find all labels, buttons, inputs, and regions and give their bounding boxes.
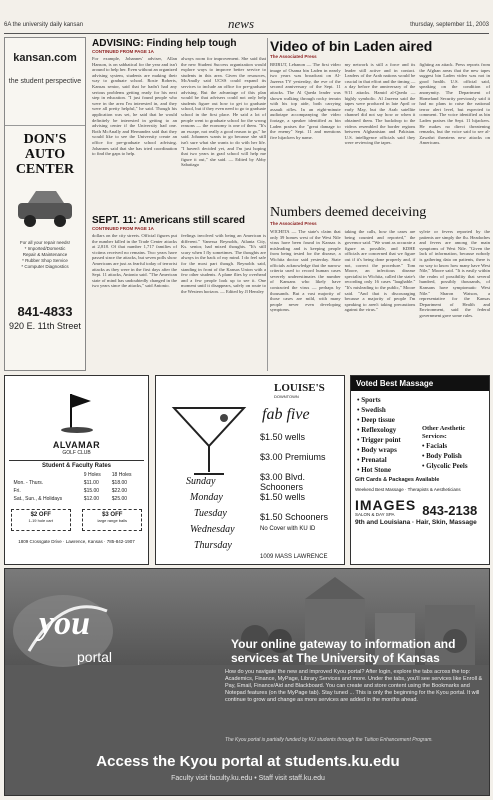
numbers-article	[270, 205, 490, 319]
golf-rates-title: Student & Faculty Rates	[9, 460, 144, 469]
martini-glass-icon	[164, 402, 254, 482]
images-phone: 843-2138	[422, 503, 478, 518]
advising-kicker: CONTINUED FROM PAGE 1A	[92, 49, 154, 54]
portal-faculty-staff-links[interactable]: Faculty visit faculty.ku.edu • Staff visit staff.ku.edu	[171, 775, 325, 782]
list-item: • Swedish	[357, 406, 386, 414]
louise-subtitle: DOWNTOWN	[274, 394, 299, 399]
drink-deal: $1.50 wells	[260, 432, 306, 442]
golf-coupon[interactable]: $2 OFF 1-19 hole cart	[11, 509, 71, 531]
list-item: • Reflexology	[357, 426, 397, 434]
dons-phone: 841-4833	[17, 304, 73, 319]
day-label: Tuesday	[194, 508, 227, 519]
portal-logo-sub: portal	[77, 649, 113, 665]
drink-deal: $3.00 Blvd. Schooners	[260, 472, 306, 492]
portal-logo-word: you	[39, 605, 90, 642]
golf-coupon[interactable]: $3 OFF large range balls	[82, 509, 142, 531]
dons-service: * Computer Diagnostics	[21, 264, 69, 269]
services-list	[351, 391, 489, 475]
header-rule	[4, 33, 489, 34]
fab-five-title: fab five	[262, 406, 310, 423]
bin-laden-byline: The Associated Press	[270, 54, 317, 59]
bin-laden-article	[270, 38, 490, 146]
images-logo: IMAGES	[355, 497, 417, 513]
left-ad-column	[4, 37, 86, 371]
louise-name: LOUISE'S	[274, 382, 325, 394]
list-item: • Sports	[357, 396, 381, 404]
sept11-headline: SEPT. 11: Americans still scared	[92, 215, 246, 226]
aesthetic-heading: Other Aesthetic Services:	[421, 425, 466, 440]
day-label: Thursday	[194, 540, 232, 551]
table-row: Sat., Sun., & Holidays $12.00 $25.00	[13, 496, 128, 502]
portal-body: How do you navigate the new and improved Kyou portal? After login, explore the tabs across the top: Academics, Finance, MyPage, Library Services and more. Under the tabs, you'll see services like Enroll & Pay, Email, Finance/Aid and Blackboard. You can create and store content using the Bookmarks and Notepad features (on the MyPage tab). Stay tuned ... This is only the beginning for the Kyou portal. It will continue to grow and change as more services are added in the months ahead.	[225, 669, 483, 703]
ad-row	[4, 375, 490, 565]
list-item: • Body Polish	[421, 452, 462, 460]
list-item: • Trigger point	[357, 436, 401, 444]
list-item: • Prenatal	[357, 456, 387, 464]
list-item: • Body wraps	[357, 446, 397, 454]
section-name: news	[228, 16, 254, 31]
drink-deal: $1.50 wells	[260, 492, 306, 502]
aesthetic-services	[422, 395, 485, 475]
dons-services-list	[9, 240, 81, 270]
golf-logo: ALVAMAR	[52, 440, 101, 450]
images-tagline: 9th and Louisiana · Hair, Skin, Massage	[355, 519, 477, 526]
images-brand	[351, 498, 489, 517]
list-item: • Glycolic Peels	[421, 462, 468, 470]
sept11-kicker: CONTINUED FROM PAGE 1A	[92, 226, 154, 231]
golf-rates-table	[12, 471, 142, 503]
dons-service: * Rubber Shop Service	[22, 258, 68, 263]
drink-deal: $1.50 Schooners	[260, 512, 329, 522]
gift-cards-note: Gift Cards & Packages Available	[355, 477, 440, 483]
louise-address: 1009 MASS LAWRENCE	[260, 554, 328, 560]
dons-auto-ad[interactable]	[5, 126, 85, 337]
page-header	[4, 2, 489, 34]
kansan-ad[interactable]	[5, 38, 85, 126]
drink-deal: $3.00 Premiums	[260, 452, 326, 462]
massage-services	[357, 395, 422, 475]
sept11-article	[92, 215, 266, 295]
deal-note: No Cover with KU ID	[260, 526, 316, 532]
portal-title: Your online gateway to information and services at The University of Kansas	[231, 637, 456, 665]
advising-col-1: For example, Johannes' adviser, Allan Hanson, is on sabbatical for the year and isn't around to help her. Even without an organized advising system, students are making their way to graduate school. Rosie Roberts, Kansas senior, said that he hadn't had any serious problems getting ready for his next step in education. "I just found people who were in the area I'm interested in, and they were all pretty helpful," he said. Though his application was set, he said that he would definitely be interested in getting to an advising center if the University had one. Both McAnally and Hernandez said that they would like to see the University create an office for pre-graduate school advising. Johannes said that she has tried coordination to find the gaps to help.	[92, 56, 177, 157]
dons-service: * Imported/Domestic	[24, 246, 66, 251]
bin-laden-col-1: BEIRUT, Lebanon — The first video image of Osama bin Laden in nearly two years was broadcast on Al-Jazeera TV yesterday, the eve of the second anniversary of the Sept. 11 attacks. The Al Qaeda leader was shown walking through rocky terrain with his top aide, both carrying assault rifles. In an eight-minute audiotape accompanying the video footage, a speaker identified as bin Laden praises the "great damage to the enemy" Sept. 11 and mentions five hijackers by name.	[270, 62, 341, 140]
numbers-col-2: taking the calls, how the cases are being counted and reported," the governor said. "We want as accurate a figure as possible, and KDHE officials are concerned that we figure out if it's being done properly and, if not, correct the procedure." Tom Moore, an infectious disease specialist in Wichita, called the state's recording only 16 cases "laughable." "It's misleading to the public," Moore said. "And that is discouraging because a majority of people I'm speaking to aren't taking precautions against the virus."	[344, 229, 416, 313]
bin-laden-col-2: my network is still a force and its leader still active and in contact. Leaders of the Arab nations would be crucial in that effort and the timing — a day before the anniversary of the 9/11 attacks. Hamid al-Qaeda — highly symbolic. Al Jazeera said the tapes were produced in late April or early May, but the Arab satellite channel did not say how or when it obtained them. The backdrop to the videos resembled the border regions between Afghanistan and Pakistan. U.S. intelligence officials said they were reviewing the tapes.	[344, 62, 416, 146]
day-label: Sunday	[186, 476, 216, 487]
car-icon	[14, 183, 76, 231]
dons-service: For all your repair needs!	[19, 240, 71, 245]
advising-article	[92, 38, 266, 168]
ku-portal-ad[interactable]	[4, 568, 490, 796]
alvamar-golf-ad[interactable]	[4, 375, 149, 565]
dons-service: Repair & Maintenance	[22, 252, 68, 257]
golf-address: 1809 Crossgate Drive · Lawrence, Kansas · 785-842-1907	[18, 539, 135, 544]
gift-subnote: Weekend Best Massage · Therapists & Aestheticians	[355, 487, 461, 492]
day-label: Wednesday	[190, 524, 235, 535]
dons-title: DON'S AUTO CENTER	[15, 132, 75, 177]
day-label: Monday	[190, 492, 223, 503]
table-row: Fri. $15.00 $22.00	[13, 488, 128, 494]
dons-address: 920 E. 11th Street	[9, 321, 81, 331]
kansan-logo: kansan.com	[13, 52, 77, 64]
portal-access-link[interactable]: Access the Kyou portal at students.ku.edu	[96, 753, 400, 770]
sept11-col-1: dollars on the city streets. Official figures put the number killed in the Trade Center attacks at 2,818. Of that number 1,717 families of victims received no remains. Two years have passed since the attacks, but seven polls show Americans are just as fearful today of terrorist attacks as they were in the first days after the Sept. 11 attacks, Antonio said. "The American state of mind has undoubtedly changed in the two years since the attacks," said Antonio.	[92, 233, 177, 289]
table-row: Mon. - Thurs. $11.00 $18.00	[13, 480, 128, 486]
sept11-col-2: feelings involved with being an American is different." Vanessa Reynolds, Atlanta City, Ks. senior, had mixed thoughts. "It's still scary when I fly sometimes. The thoughts are always in the back of my mind. I do feel safe for the most part though. Reynolds said, standing in front of the Kansas Union with a few other students. A plane flies by overhead and a few people look up to see it. One moment until it disappears, safely on route to the Western horizon. — Edited by Jl Hensley	[181, 233, 266, 294]
list-item: • Hot Stone	[357, 466, 391, 474]
numbers-col-3: sylvie or fevers reported by the patients are simply the flu. Headaches and fevers are among the main symptoms of West Nile. "Given the lack of information, because nobody is gathering data on patients, there is no way to know how many have West Nile," Moore said. "It is easily within the realm of possibility that several hundred, possibly thousands, of Kansans have symptomatic West Nile." Sharon Watson, a representative for the Kansas Department of Health and Environment, said the federal government gave some rules.	[419, 229, 491, 318]
numbers-headline: Numbers deemed deceiving	[270, 205, 427, 220]
golf-coupons	[5, 509, 148, 531]
images-spa-ad[interactable]	[350, 375, 490, 565]
table-row: 9 Holes 18 Holes	[83, 472, 132, 478]
page-date: thursday, september 11, 2003	[410, 22, 489, 28]
advising-col-2: always room for improvement. She said that the new Student Success organization would explore ways to improve better service to students in this area. Given the resources, McAnally said UCSS could expand its services to include an office for pre-graduate advising. But the advantage of this plan would be that advisers could not only help students figure out how to get to graduate school, but if they even need to go to graduate school in the first place. He said a lot of people went to graduate school for the wrong reasons — the economy is one of them. "It's an escape, not really a good reason to go," he said. Johannes wants to go because she still isn't sure what she wants to do with her life. "I haven't decided yet, and I'm just hoping that two years in grad school will help me figure it out," she said. — Edited by Abby Sabatiago	[181, 56, 266, 168]
bin-laden-col-3: fighting an attack. Press reports from the Afghan areas that the new tapes suggest bin Laden video was not in good health. U.S. official said, speaking on the condition of anonymity. The Department of Homeland Security previously said it had no plans to raise the national terror alert level, but expected to comment. The voice identified as bin Laden praises the Sept. 11 hijackers. He makes no direct threatening remarks, but the voice said to see al-Zawahri threatens new attacks on Americans.	[419, 62, 491, 146]
bin-laden-headline: Video of bin Laden aired	[270, 38, 433, 54]
golf-flag-icon	[57, 390, 97, 434]
portal-funding-note: The Kyou portal is partially funded by KU students through the Tuition Enhancement Program.	[225, 737, 433, 743]
louises-bar-ad[interactable]	[155, 375, 345, 565]
voted-best-banner: Voted Best Massage	[351, 376, 489, 391]
numbers-col-1: WICHITA — The state's claim that only 39 homes west of the West Nile virus have been found in Kansas is misleading and is keeping people from being tested for the disease, a Wichita doctor said yesterday. State officials acknowledge that the narrow criteria used to record human cases severely underestimates the number of Kansans who likely have contracted the virus — perhaps by thousands. But a vast majority of those cases are mild, with many people never even developing symptoms.	[270, 229, 341, 313]
golf-subtitle: GOLF CLUB	[62, 450, 91, 456]
list-item: • Facials	[421, 442, 448, 450]
column-divider	[267, 38, 268, 371]
advising-headline: ADVISING: Finding help tough	[92, 38, 237, 49]
numbers-byline: The Associated Press	[270, 221, 317, 226]
page-folio: 6A the university daily kansan	[4, 22, 84, 28]
list-item: • Deep tissue	[357, 416, 395, 424]
kansan-tagline: the student perspective	[8, 78, 82, 85]
images-subtitle: SALON & DAY SPA	[355, 512, 395, 517]
